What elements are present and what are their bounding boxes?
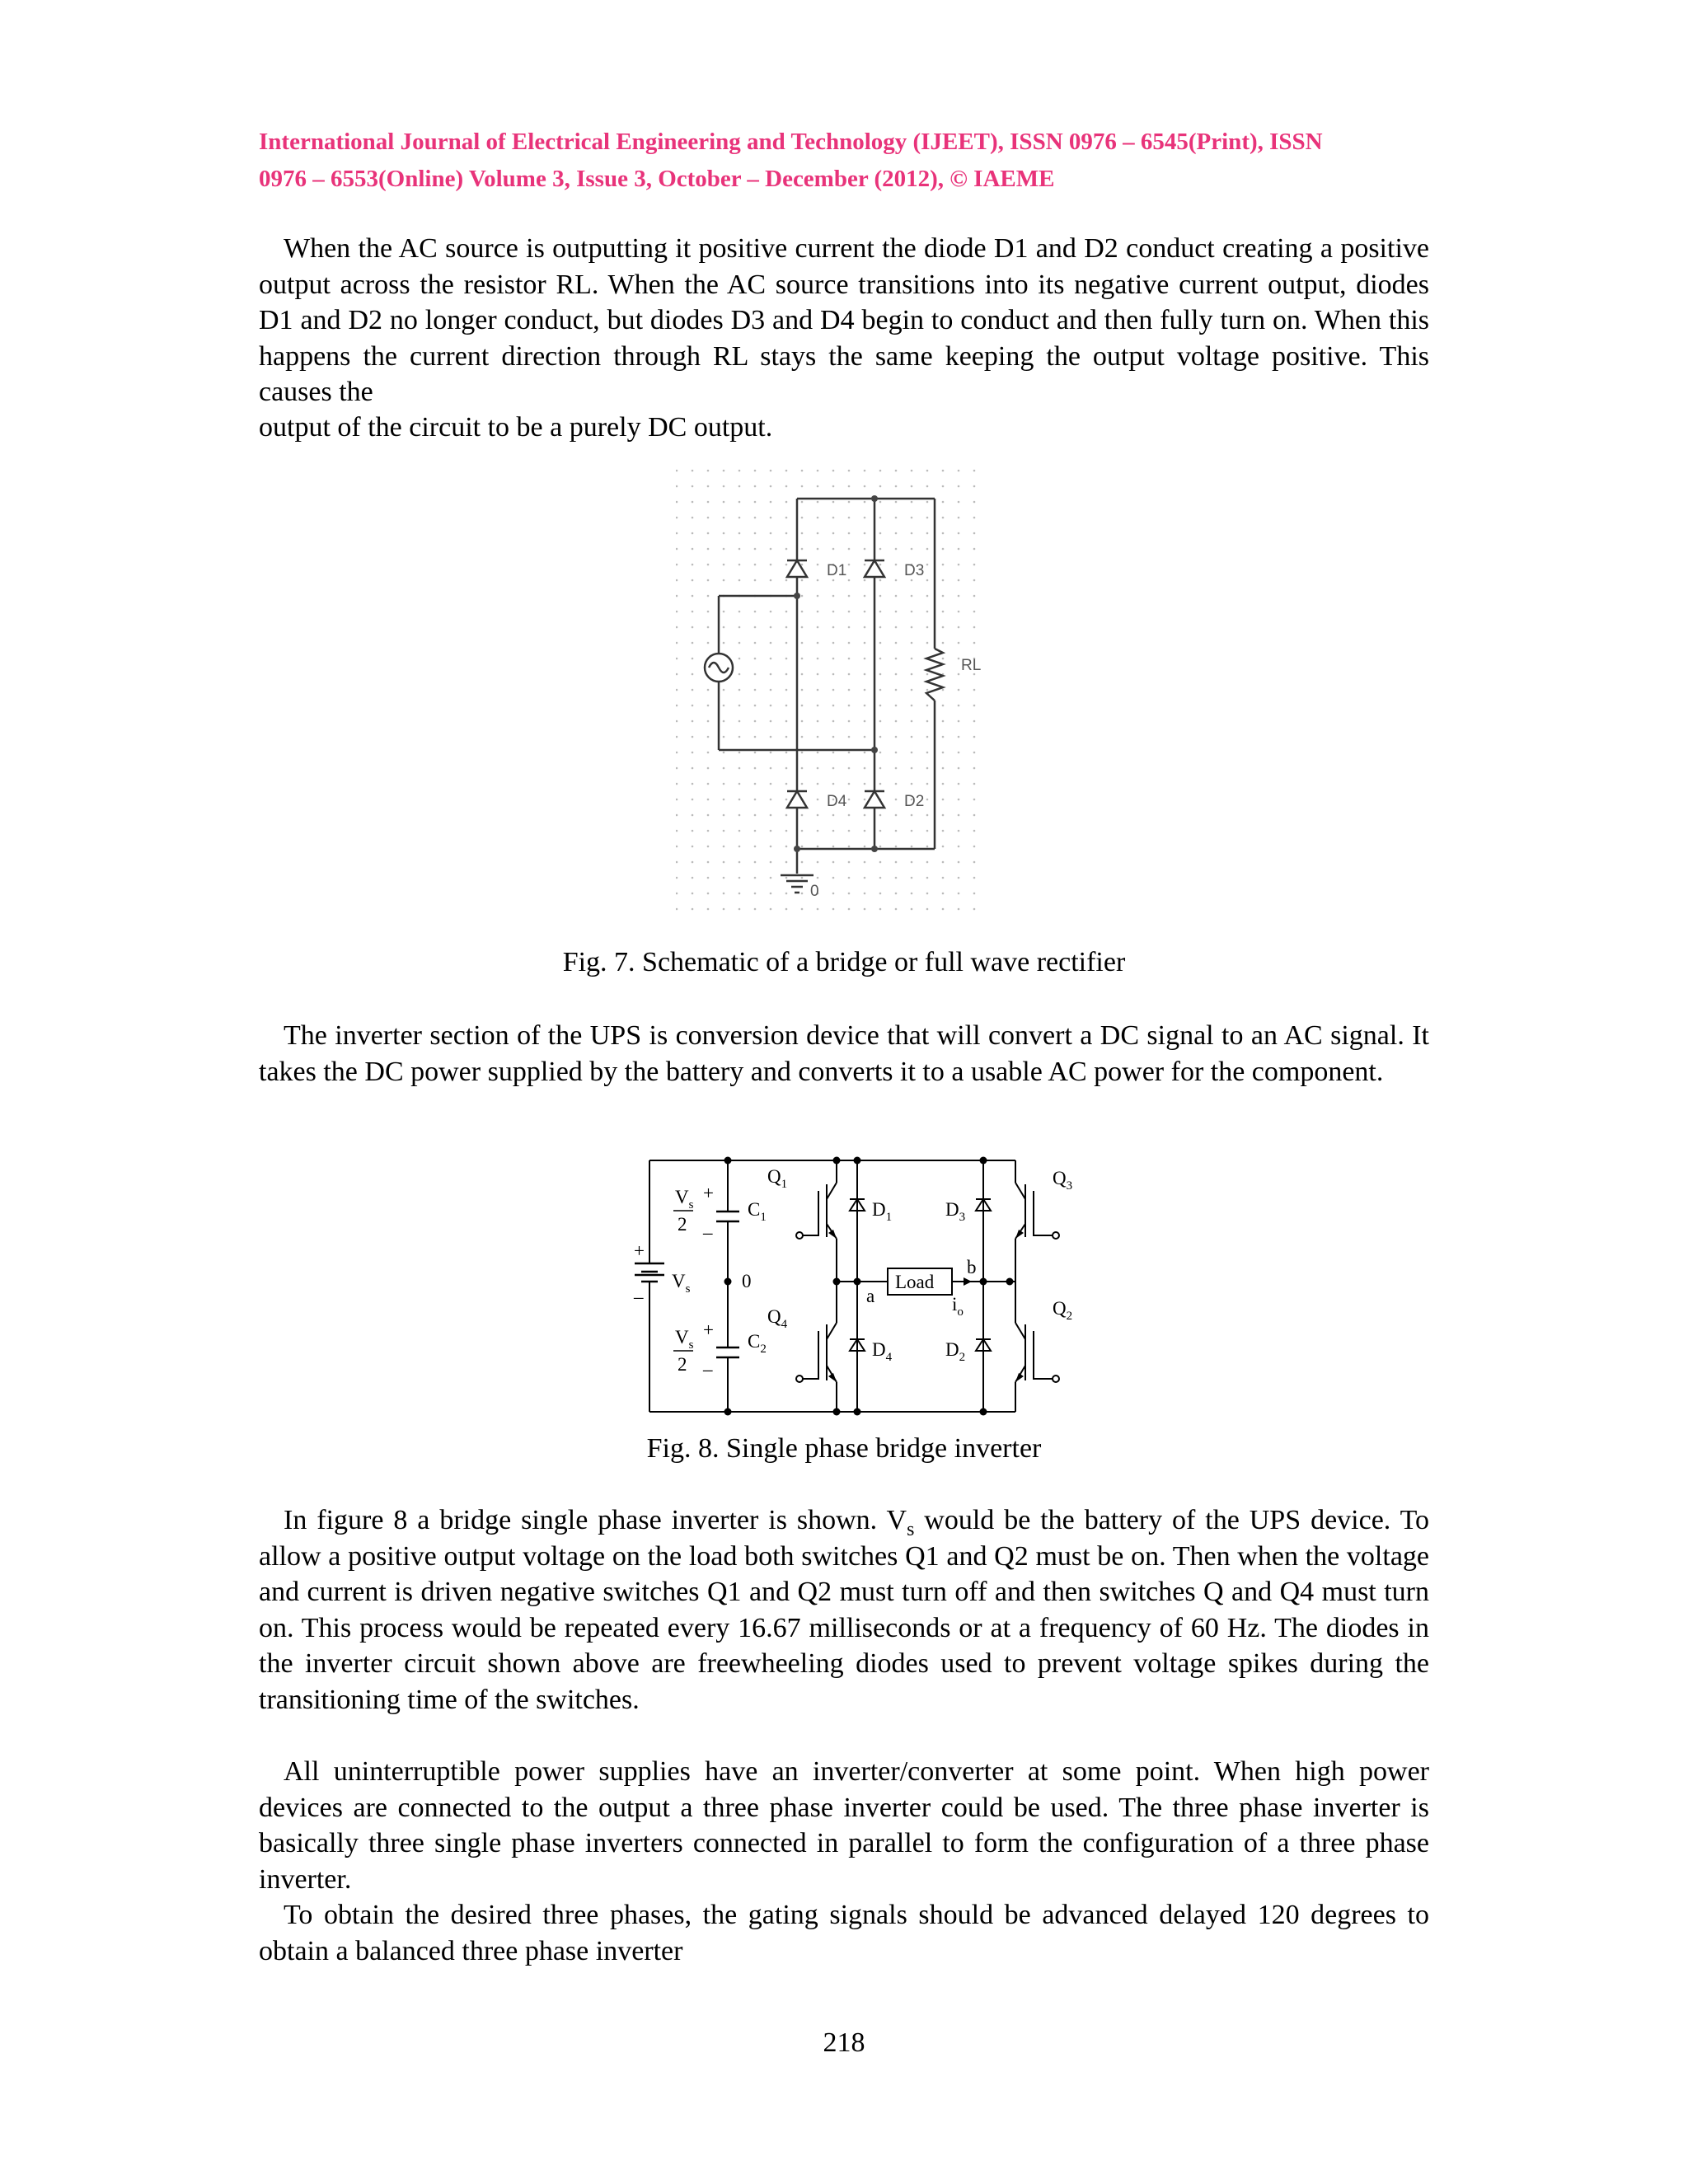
label-minus-c1: –	[703, 1222, 713, 1243]
label-node-a: a	[866, 1286, 875, 1306]
label-node-zero: 0	[742, 1271, 752, 1291]
label-minus-battery: –	[634, 1286, 644, 1307]
battery-vs-icon	[635, 1263, 664, 1282]
label-rl: RL	[961, 657, 982, 674]
label-d3: D3	[904, 562, 925, 579]
paragraph-inverter-intro: The inverter section of the UPS is conversion device that will convert a DC signal to an AC signal. It takes the DC power supplied by the battery and converts it to a usable AC power for the component.	[259, 1020, 1429, 1087]
header-line-2: 0976 – 6553(Online) Volume 3, Issue 3, October – December (2012), © IAEME	[259, 166, 1055, 192]
label-q1: $Q_1$	[767, 1166, 788, 1191]
capacitor-c2-icon	[716, 1347, 739, 1357]
label-d4: D4	[827, 793, 847, 810]
label-load: Load	[895, 1272, 935, 1292]
label-plus-battery: +	[634, 1240, 645, 1261]
label-minus-c2: –	[703, 1359, 713, 1380]
label-q4: $Q_4$	[767, 1306, 788, 1331]
paragraph-ups-inverters: All uninterruptible power supplies have an inverter/converter at some point. When high power devices are connected to the output a three phase inverter could be used. The three phase inverter is basically three single phase inverters connected in parallel to form the configuration of a three phase inverter.	[259, 1756, 1429, 1895]
label-two-bottom: 2	[678, 1354, 687, 1375]
label-d2: D2	[904, 793, 925, 810]
paragraph-rectifier	[259, 231, 1429, 410]
header-line-1: International Journal of Electrical Engineering and Technology (IJEET), ISSN 0976 – 6545(Print), ISSN	[259, 129, 1323, 155]
paragraph-rectifier-text: When the AC source is outputting it positive current the diode D1 and D2 conduct creating a positive output across the resistor RL. When the AC source transitions into its negative current output, diodes D1 and D2 no longer conduct, but diodes D3 and D4 begin to conduct and then fully turn on. When this happens the current direction through RL stays the same keeping the output voltage positive. This causes the	[259, 233, 1429, 407]
label-d1: D1	[827, 562, 847, 579]
paragraph-inverter-operation	[259, 1502, 1429, 1718]
gate-terminals	[796, 1232, 1059, 1382]
label-vs-half-top: $V_s$	[675, 1187, 694, 1212]
label-q3: $Q_3$	[1053, 1168, 1073, 1193]
figure-7-caption: Fig. 7. Schematic of a bridge or full wave rectifier	[562, 947, 1126, 977]
journal-header	[259, 124, 1429, 198]
paragraph-inverter-operation-end: would be the battery of the UPS device. To allow a positive output voltage on the load both switches Q1 and Q2 must be on. Then when the voltage and current is driven negative switches Q1 and Q2 must turn off and then switches Q and Q4 must turn on. This process would be repeated every 16.67 milliseconds or at a frequency of 60 Hz. The diodes in the inverter circuit shown above are freewheeling diodes used to prevent voltage spikes during the transitioning time of the switches.	[259, 1505, 1429, 1715]
label-io: $i_o$	[952, 1294, 964, 1319]
label-c1: $C_1$	[748, 1199, 767, 1224]
page-number: 218	[823, 2027, 865, 2058]
label-c2: $C_2$	[748, 1331, 767, 1356]
paragraph-rectifier-tail: output of the circuit to be a purely DC output.	[259, 412, 773, 443]
label-two-top: 2	[678, 1214, 687, 1235]
label-ground: 0	[810, 883, 819, 900]
label-node-b: b	[967, 1257, 977, 1277]
label-d1: $D_1$	[872, 1199, 893, 1224]
subscript-s: s	[907, 1518, 915, 1540]
paragraph-three-phases: To obtain the desired three phases, the gating signals should be advanced delayed 120 degrees to obtain a balanced three phase inverter	[259, 1900, 1429, 1966]
label-d3: $D_3$	[945, 1199, 966, 1224]
label-q2: $Q_2$	[1053, 1298, 1073, 1323]
figure-8-caption: Fig. 8. Single phase bridge inverter	[646, 1433, 1042, 1464]
label-vs: $V_s$	[672, 1271, 691, 1296]
label-d2: $D_2$	[945, 1339, 966, 1364]
label-d4: $D_4$	[872, 1339, 893, 1364]
capacitor-c1-icon	[716, 1212, 739, 1221]
paragraph-inverter-operation-start: In figure 8 a bridge single phase inverter is shown. V	[284, 1505, 907, 1535]
figure-8-inverter-schematic	[622, 1150, 1117, 1430]
label-vs-half-bottom: $V_s$	[675, 1327, 694, 1352]
label-plus-c2: +	[703, 1319, 714, 1340]
figure-7-rectifier-schematic	[659, 453, 989, 931]
ac-source-icon	[705, 654, 733, 682]
label-plus-c1: +	[703, 1183, 714, 1203]
